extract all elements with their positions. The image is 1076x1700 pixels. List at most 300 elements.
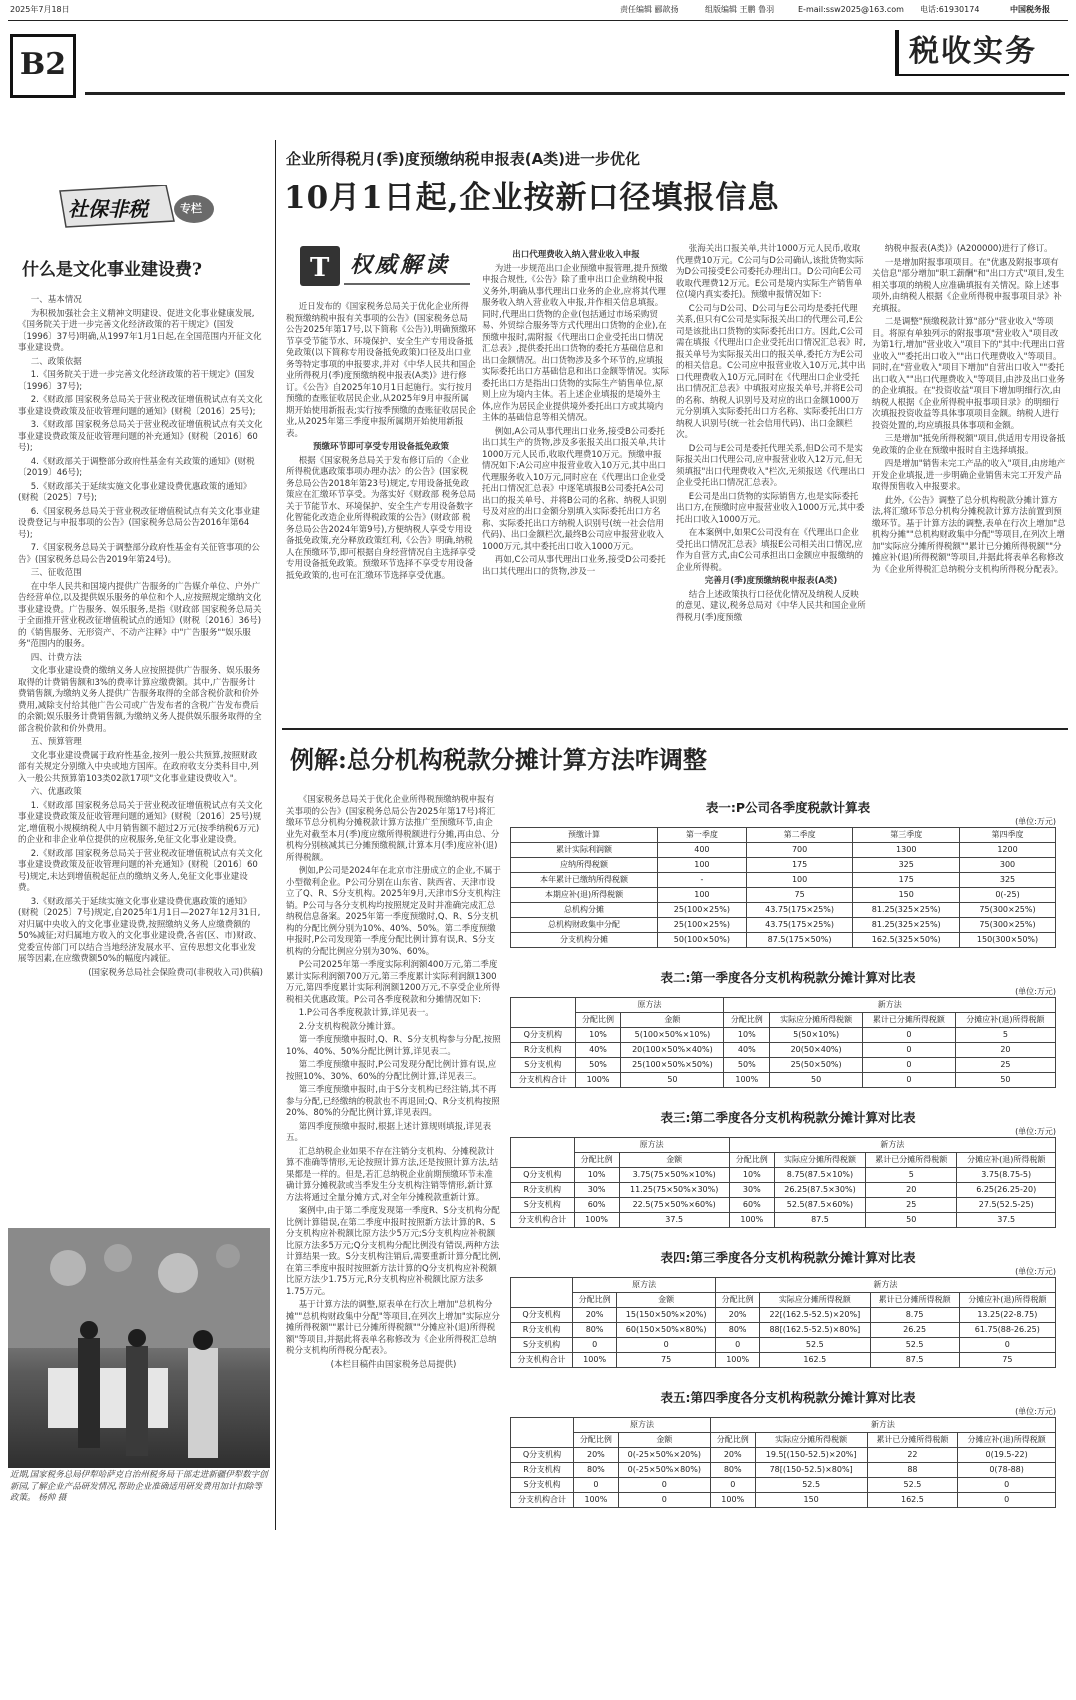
table-cell: 5 [955,1028,1055,1043]
column-paragraph: 3.《财政部 国家税务总局关于营业税改征增值税试点有关文化事业建设费政策及征收管理问题的补充通知》(财税〔2016〕60号); [18,420,263,453]
table-cell: 162.5(325×50%) [853,933,960,948]
newspaper-name: 中国税务报 [1010,5,1050,14]
table-cell: 78[(150-52.5)×80%] [755,1463,867,1478]
table-cell: 75 [617,1353,716,1368]
table-cell: 30% [729,1183,774,1198]
table-cell: 0(-25×50%×80%) [618,1463,710,1478]
table-header-cell: 分摊应补(退)所得税额 [957,1153,1056,1168]
table-cell: 75 [746,888,853,903]
table-header-cell: 金额 [619,1153,729,1168]
table-cell: Q分支机构 [511,1448,574,1463]
table-cell: 1300 [853,843,960,858]
table-cell: 0 [863,1028,956,1043]
table-4-unit: (单位:万元) [1015,1267,1056,1276]
column-badge [56,185,216,229]
table-row [511,1073,1056,1088]
table-cell: 20(100×50%×40%) [621,1043,724,1058]
table-header-row [511,1138,1056,1153]
table-header-cell: 原方法 [573,1278,716,1293]
table-2-block [510,970,1066,1088]
table-2 [510,997,1056,1088]
table-header-cell: 分配比例 [729,1153,774,1168]
column-paragraph: 7.《国家税务总局关于调整部分政府性基金有关征管事项的公告》(国家税务总局公告2019年第24号)。 [18,543,260,565]
table-row [511,1198,1056,1213]
table-cell: 80% [716,1323,760,1338]
table-cell: 325 [960,873,1056,888]
table-row [511,1028,1056,1043]
table-row [511,873,1056,888]
section-divider [282,728,1068,730]
example-paragraph: 案例中,由于第二季度发现第一季度R、S分支机构分配比例计算错误,在第二季度申报时按照新方法计算的R、S分支机构应补税额比原方法少5万元;S分支机构应补税额比原方法多5万元;Q分支机构分配比例没有错误,两种方法计算结果一致。S分支机构注销后,需要重新计算分配比例,在第三季度申报时按照新方法计算的Q分支机构应补税额比原方法少1.75万元,R分支机构应补税额比原方法多1.75万元。 [286,1206,501,1297]
table-cell: 52.5 [755,1478,867,1493]
table-cell: 100 [658,888,747,903]
table-5-unit: (单位:万元) [1015,1407,1056,1416]
table-5 [510,1417,1056,1508]
table-cell: 3.75(8.75-5) [957,1168,1056,1183]
table-cell: 50 [866,1213,957,1228]
table-2-unit: (单位:万元) [1015,987,1056,996]
table-header-cell: 分配比例 [575,1013,621,1028]
table-4-title: 表四:第三季度各分支机构税款分摊计算对比表 [660,1250,916,1265]
table-row [511,1183,1056,1198]
table-cell: 累计实际利润额 [511,843,658,858]
table-cell: 11.25(75×50%×30%) [619,1183,729,1198]
table-header-row [511,1418,1056,1433]
table-cell: 325 [853,858,960,873]
table-cell: 总机构分摊 [511,903,658,918]
table-header-cell: 原方法 [574,1418,711,1433]
header-rule [85,92,1065,95]
table-cell: 50 [621,1073,724,1088]
column-paragraph: 一、基本情况 [30,295,82,305]
table-header-cell: 分配比例 [574,1153,619,1168]
table-cell: 10% [729,1168,774,1183]
table-2-title: 表二:第一季度各分支机构税款分摊计算对比表 [660,970,916,985]
table-cell: 100% [716,1353,760,1368]
example-paragraph: 第一季度预缴申报时,Q、R、S分支机构参与分配,按照10%、40%、50%分配比例计算,详见表二。 [286,1035,501,1057]
lead-paragraph: 再如,C公司从事代理出口业务,接受D公司委托出口其代理出口的货物,涉及一 [482,555,666,577]
table-cell: 应纳所得税额 [511,858,658,873]
table-header-cell: 分摊应补(退)所得税额 [955,1013,1055,1028]
table-cell: 25(50×50%) [770,1058,863,1073]
table-cell: 88[(162.5-52.5)×80%] [760,1323,870,1338]
table-cell: S分支机构 [511,1478,574,1493]
table-cell: 87.5 [870,1353,959,1368]
table-header-cell: 金额 [618,1433,710,1448]
table-header-row [511,1293,1056,1308]
table-cell: R分支机构 [511,1183,575,1198]
table-cell: 0(78-88) [958,1463,1056,1478]
table-header-cell: 分配比例 [574,1433,619,1448]
article-kicker: 企业所得税月(季)度预缴纳税申报表(A类)进一步优化 [286,150,641,168]
table-cell: 100 [746,873,853,888]
table-cell: 0 [618,1493,710,1508]
example-headline: 例解:总分机构税款分摊计算方法咋调整 [290,745,707,774]
table-cell: 50(100×50%) [658,933,747,948]
lead-paragraph: 张海关出口报关单,共计1000万元人民币,收取代理费10万元。C公司与D公司确认,该批货物实际为D公司接受E公司委托办理出口。D公司向E公司收取代理费12万元。E公司是境内实际生产销售单位(境内真实委托)。预缴申报情况如下: [676,244,864,300]
table-cell: Q分支机构 [511,1308,573,1323]
column-paragraph: 为积极加强社会主义精神文明建设、促进文化事业健康发展,《国务院关于进一步完善文化经济政策的若干规定》(国发〔1996〕37号)明确,从1997年1月1日起,在全国范围内开征文化事业建设费。 [18,308,262,353]
news-photo [8,1228,270,1468]
table-header-cell: 第四季度 [960,828,1056,843]
example-body [286,795,501,1373]
table-header-cell [511,1418,574,1448]
table-cell: 分支机构合计 [511,1493,574,1508]
table-cell: 0 [863,1073,956,1088]
example-paragraph: 《国家税务总局关于优化企业所得税预缴纳税申报有关事项的公告》(国家税务总局公告2025年第17号)将汇缴环节总分机构分摊税款计算方法推广至预缴环节,由企业先对截至本月(季)度应缴所得税额进行分摊,再由总、分机构分别核减其已分摊预缴税额,计算本月(季)度应补(退)所得税额。 [286,795,500,863]
table-row [511,1338,1056,1353]
lead-paragraph: 结合上述政策执行口径优化情况及纳税人反映的意见、建议,税务总局对《中华人民共和国企业所得税月(季)度预缴 [676,589,866,623]
table-cell: 13.25(22-8.75) [959,1308,1055,1323]
table-cell: 分支机构分摊 [511,933,658,948]
table-cell: 22 [867,1448,958,1463]
table-cell: 6.25(26.25-20) [957,1183,1056,1198]
column-paragraph: 1.《财政部 国家税务总局关于营业税改征增值税试点有关文化事业建设费政策及征收管理问题的通知》(财税〔2016〕25号)规定,增值税小规模纳税人中月销售额不超过2万元(按季纳税6万元)的企业和非企业单位提供的应税服务,免征文化事业建设费。 [18,800,263,845]
table-cell: 27.5(52.5-25) [957,1198,1056,1213]
table-header-cell [511,998,576,1028]
table-cell: 20(50×40%) [770,1043,863,1058]
table-cell: 300 [960,858,1056,873]
table-row [511,843,1056,858]
lead-col-2 [482,250,670,580]
table-row [511,888,1056,903]
lead-paragraph: 在本案例中,如果C公司没有在《代理出口企业受托出口情况汇总表》填报E公司相关出口情况,应作为自营方式,由C公司承担出口金额应申报缴纳的企业所得税。 [676,528,864,573]
column-paragraph: 文化事业建设费属于政府性基金,按列一般公共预算,按照财政部有关规定分别缴入中央或地方国库。在政府收支分类科目中,列入一般公共预算第103类02款17项"文化事业建设费收入"。 [18,750,259,784]
table-cell: 0 [958,1478,1056,1493]
example-credit: (本栏目稿件由国家税务总局提供) [330,1359,457,1370]
table-5-block [510,1390,1066,1508]
table-cell: 8.75(87.5×10%) [774,1168,865,1183]
table-cell: 本年累计已缴纳所得税额 [511,873,658,888]
column-paragraph: 文化事业建设费的缴纳义务人应按照提供广告服务、娱乐服务取得的计费销售额和3%的费率计算应缴费额。其中,广告服务计费销售额,为缴纳义务人提供广告服务取得的全部含税价款和价外费用,减除支付给其他广告公司或广告发布者的含税广告发布费后的余额;娱乐服务计费销售额,为缴纳义务人提供娱乐服务取得的全部含税价款和价外费用。 [18,666,262,734]
table-header-cell: 分配比例 [716,1293,760,1308]
table-cell: 0 [863,1058,956,1073]
column-paragraph: 三、征收范围 [30,568,82,578]
lead-subhead: 完善月(季)度预缴纳税申报表(A类) [704,576,838,586]
table-cell: 80% [574,1463,619,1478]
contact-email: E-mail:ssw2025@163.com [798,5,904,14]
table-row [511,1448,1056,1463]
example-paragraph: 2.分支机构税款分摊计算。 [298,1021,401,1032]
table-cell: 25(100×50%×50%) [621,1058,724,1073]
lead-paragraph: 根据《国家税务总局关于发布修订后的〈企业所得税优惠政策事项办理办法〉的公告》(国家税务总局公告2018年第23号)规定,专用设备抵免政策应在汇缴环节享受。为落实好《财政部 税务总局关于节能节水、环境保护、安全生产专用设备数字化智能化改造企业所得税政策的公告》(财政部 税务总局公告2024年第9号),方便纳税人享受专用设备抵免政策,充分释放政策红利,《公告》明确,纳税人在预缴环节,即可根据自身经营情况自主选择享受专用设备抵免政策。预缴环节选择不享受专用设备抵免政策的,也可在汇缴环节选择享受优惠。 [286,455,476,581]
table-cell: 25 [955,1058,1055,1073]
table-header-cell: 分摊应补(退)所得税额 [958,1433,1056,1448]
table-cell: 0 [959,1338,1055,1353]
table-cell: 0(19.5-22) [958,1448,1056,1463]
lead-paragraph: 为进一步规范出口企业预缴申报管理,提升预缴申报合规性,《公告》除了重申出口企业纳税申报义务外,明确从事代理出口业务的企业,应将其代理服务收入纳入营业收入申报,并作相关信息填报。同时,代理出口货物的企业(包括通过市场采购贸易、外贸综合服务等方式代理出口货物的企业),在预缴申报时,需附报《代理出口企业受托出口情况汇总表》,提供委托出口货物的委托方基础信息和出口金额情况。出口货物涉及多个环节的,应填报实际委托出口方基础信息和出口金额等情况。实际委托出口方是指出口货物的实际生产销售单位,原则上应为境内主体。若上述企业填报的是境外主体,应作为居民企业提供境外委托出口方或其境内主体的基础信息等相关情况。 [482,263,670,423]
table-cell: 50 [770,1073,863,1088]
table-row [511,933,1056,948]
table-cell: 10% [724,1028,770,1043]
column-paragraph: 3.《财政部关于延续实施文化事业建设费优惠政策的通知》(财税〔2025〕7号)规定,自2025年1月1日—2027年12月31日,对归属中央收入的文化事业建设费,按照缴纳义务人应缴费额的50%减征;对归属地方收入的文化事业建设费,各省(区、市)财政、党委宣传部门可以结合当地经济发展水平、宣传思想文化事业发展等因素,在应缴费额50%的幅度内减征。 [18,896,262,964]
table-cell: 20 [866,1183,957,1198]
table-cell: 50% [724,1058,770,1073]
table-cell: 81.25(325×25%) [853,903,960,918]
table-cell: 700 [746,843,853,858]
table-cell: Q分支机构 [511,1028,576,1043]
table-cell: 26.25 [870,1323,959,1338]
table-header-cell: 新方法 [724,998,1056,1013]
table-header-cell: 累计已分摊所得税额 [866,1153,957,1168]
table-cell: 87.5 [774,1213,865,1228]
table-5-title: 表五:第四季度各分支机构税款分摊计算对比表 [660,1390,916,1405]
column-paragraph: 二、政策依据 [30,356,82,367]
lead-col-3 [676,244,866,626]
example-paragraph: 例如,P公司是2024年在北京市注册成立的企业,不属于小型微利企业。P公司分别在山东省、陕西省、天津市设立了Q、R、S分支机构。2025年9月,天津市S分支机构注销。P公司与各分支机构均按照规定及时并准确完成汇总纳税信息备案。2025年第一季度预缴时,Q、R、S分支机构的分配比例分别为10%、40%、50%。第二季度预缴申报时,P公司发现第一季度分配比例计算有误,R、S分支机构的分配比例应分别为30%、60%。 [286,866,501,957]
table-cell: - [658,873,747,888]
lead-paragraph: 例如,A公司从事代理出口业务,接受B公司委托出口其生产的货物,涉及多张报关出口报关单,共计1000万元人民币,收取代理费10万元。预缴申报情况如下:A公司应申报营业收入10万元,其中出口代理服务收入10万元,同时应在《代理出口企业受托出口情况汇总表》中逐笔填报B公司委托A公司出口的报关单号、并将B公司的名称、纳税人识别号及对应的出口金额分别填入实际委托出口方名称、实际委托出口方纳税人识别号(统一社会信用代码)、出口金额栏次,最终B公司应申报营业收入1000万元,其中委托出口收入1000万元。 [482,426,667,552]
table-cell: 100% [710,1493,755,1508]
table-cell: 22.5(75×50%×60%) [619,1198,729,1213]
table-header-cell: 实际应分摊所得税额 [774,1153,865,1168]
table-header-cell: 第三季度 [853,828,960,843]
column-paragraph: 六、优惠政策 [30,787,82,797]
left-column-divider [275,140,276,1530]
table-cell: S分支机构 [511,1198,575,1213]
table-cell: 80% [710,1463,755,1478]
column-paragraph: 1.《国务院关于进一步完善文化经济政策的若干规定》(国发〔1996〕37号); [18,370,255,392]
table-cell: 分支机构合计 [511,1213,575,1228]
table-cell: 175 [853,873,960,888]
table-cell: 100% [724,1073,770,1088]
lead-paragraph: 近日发布的《国家税务总局关于优化企业所得税预缴纳税申报有关事项的公告》(国家税务总局公告2025年第17号,以下简称《公告》),明确预缴环节享受节能节水、环境保护、安全生产专用设备抵免政策(以下简称专用设备抵免政策)口径及出口业务等特定事项的申报要求,并对《中华人民共和国企业所得税月(季)度预缴纳税申报表(A类)》进行修订。《公告》自2025年10月1日起施行。实行按月预缴的查账征收居民企业,从2025年9月申报所属期开始使用新报表;实行按季预缴的查账征收居民企业,从2025年第三季度申报所属期开始使用新报表。 [286,302,476,439]
column-paragraph: 四、计费方法 [30,652,82,663]
table-cell: 19.5[(150-52.5)×20%] [755,1448,867,1463]
contact-phone: 电话:61930174 [920,5,980,14]
example-paragraph: 第四季度预缴申报时,根据上述计算规则填报,详见表五。 [286,1121,492,1143]
table-cell: 0 [863,1043,956,1058]
table-cell: R分支机构 [511,1323,573,1338]
svg-text:T: T [310,253,330,283]
table-header-cell [511,1138,575,1168]
table-cell: 0(-25) [960,888,1056,903]
table-cell: 75(300×25%) [960,918,1056,933]
table-row [511,903,1056,918]
table-header-cell: 金额 [617,1293,716,1308]
lead-col-1 [286,302,476,584]
example-paragraph: 1.P公司各季度税款计算,详见表一。 [298,1008,434,1018]
table-cell: 100% [574,1493,619,1508]
table-header-cell: 分配比例 [724,1013,770,1028]
column-title: 什么是文化事业建设费? [22,260,202,280]
table-cell: 20% [716,1308,760,1323]
table-cell: 20% [573,1308,617,1323]
table-row [511,858,1056,873]
page-number: B2 [19,47,67,82]
lead-col-4 [872,244,1066,578]
column-paragraph: 5.《财政部关于延续实施文化事业建设费优惠政策的通知》(财税〔2025〕7号); [18,481,252,503]
table-cell: 175 [746,858,853,873]
table-cell: 0 [617,1338,716,1353]
table-cell: S分支机构 [511,1338,573,1353]
lead-subhead: 出口代理费收入纳入营业收入申报 [512,250,640,260]
table-header-row [511,828,1056,843]
table-3 [510,1137,1056,1228]
column-credit: (国家税务总局社会保险费司(非税收入司)供稿) [88,967,263,978]
table-header-cell: 分配比例 [573,1293,617,1308]
table-cell: 0 [716,1338,760,1353]
table-cell: 81.25(325×25%) [853,918,960,933]
table-row [511,1323,1056,1338]
page-number-box [10,34,76,98]
table-cell: 100% [575,1073,621,1088]
table-row [511,1478,1056,1493]
table-cell: 100% [729,1213,774,1228]
table-cell: 100 [658,858,747,873]
table-header-cell: 累计已分摊所得税额 [867,1433,958,1448]
table-4 [510,1277,1056,1368]
table-cell: R分支机构 [511,1043,576,1058]
lead-paragraph: 三是增加"抵免所得税额"项目,供适用专用设备抵免政策的企业在预缴申报时自主选择填报。 [872,434,1066,456]
table-cell: 162.5 [867,1493,958,1508]
table-cell: 0 [574,1478,619,1493]
table-cell: 25(100×25%) [658,903,747,918]
table-cell: 20 [955,1043,1055,1058]
table-row [511,1058,1056,1073]
table-cell: 150 [755,1493,867,1508]
table-cell: 分支机构合计 [511,1353,573,1368]
table-header-cell: 新方法 [716,1278,1056,1293]
analysis-badge [300,240,475,290]
table-row [511,1043,1056,1058]
example-paragraph: 第三季度预缴申报时,由于S分支机构已经注销,其不再参与分配,已经缴纳的税款也不再退回;Q、R分支机构按照20%、80%的分配比例计算,详见表四。 [286,1085,500,1118]
table-header-cell: 分配比例 [710,1433,755,1448]
table-cell: 75(300×25%) [960,903,1056,918]
table-cell: 5 [866,1168,957,1183]
table-cell: 20% [710,1448,755,1463]
lead-paragraph: 二是调整"预缴税款计算"部分"营业收入"等项目。将原有单独列示的附报事项"营业收入"项目改为第1行,增加"营业收入"项目下的"其中:代理出口营业收入""委托出口收入""出口代理费收入"等项目。同时,在"营业收入"项目下增加"自营出口收入""委托出口收入""出口代理费收入"等项目,由涉及出口业务的企业填报。在"投资收益"项目下增加明细行次,由纳税人根据《企业所得税申报事项目录》的明细行次填报投资收益等具体事项项目金额。纳税人进行投资处置的,均应填报具体事项和金额。 [872,317,1065,431]
column-paragraph: 4.《财政部关于调整部分政府性基金有关政策的通知》(财税〔2019〕46号); [18,456,255,478]
table-cell: 10% [574,1168,619,1183]
table-cell: R分支机构 [511,1463,574,1478]
table-cell: 400 [658,843,747,858]
table-row [511,1213,1056,1228]
table-cell: 10% [575,1028,621,1043]
table-cell: 分支机构合计 [511,1073,576,1088]
table-cell: 0 [958,1493,1056,1508]
table-cell: 22[(162.5-52.5)×20%] [760,1308,870,1323]
table-3-unit: (单位:万元) [1015,1127,1056,1136]
lead-subhead: 预缴环节即可享受专用设备抵免政策 [312,442,449,452]
table-row [511,918,1056,933]
lead-paragraph: E公司是出口货物的实际销售方,也是实际委托出口方,在预缴时应申报营业收入1000万元,其中委托出口收入1000万元。 [676,491,865,525]
table-cell: 50 [955,1073,1055,1088]
example-paragraph: 汇总纳税企业如果不存在注销分支机构、分摊税款计算不准确等情形,无论按照计算方法,还是按照计算方法,结果都是一样的。但是,若汇总纳税企业前期预缴环节未准确计算分摊税款或当季发生分支机构注销等情形,新计算方法将通过全量分摊方式,对全年分摊税款重新计算。 [286,1146,499,1203]
editor-credit: 责任编辑 郦歆扬 [620,5,679,14]
table-header-cell: 实际应分摊所得税额 [770,1013,863,1028]
table-cell: 0 [618,1478,710,1493]
table-cell: 0(-25×50%×20%) [618,1448,710,1463]
table-header-cell: 累计已分摊所得税额 [870,1293,959,1308]
table-cell: 100% [573,1353,617,1368]
table-1-unit: (单位:万元) [1015,817,1056,826]
table-cell: 52.5 [870,1338,959,1353]
table-cell: 61.75(88-26.25) [959,1323,1055,1338]
table-header-cell: 新方法 [729,1138,1055,1153]
table-cell: 3.75(75×50%×10%) [619,1168,729,1183]
table-header-cell: 实际应分摊所得税额 [760,1293,870,1308]
table-cell: 80% [573,1323,617,1338]
table-header-cell: 新方法 [710,1418,1055,1433]
table-1-block [510,800,1066,948]
table-row [511,1463,1056,1478]
table-cell: 1200 [960,843,1056,858]
lead-paragraph: 四是增加"销售未完工产品的收入"项目,由房地产开发企业填报,进一步明确企业销售未完工开发产品取得预售收入申报要求。 [872,459,1066,492]
table-header-cell [511,1278,573,1308]
table-cell: 8.75 [870,1308,959,1323]
table-cell: 30% [574,1183,619,1198]
table-1-title: 表一:P公司各季度税款计算表 [705,800,871,815]
table-cell: 本期应补(退)所得税额 [511,888,658,903]
column-badge-label: 社保非税 [68,197,148,221]
table-cell: 150 [853,888,960,903]
column-paragraph: 在中华人民共和国境内提供广告服务的广告媒介单位、户外广告经营单位,以及提供娱乐服务的单位和个人,应按照规定缴纳文化事业建设费。广告服务、娱乐服务,是指《财政部 国家税务总局关于全面推开营业税改征增值税试点的通知》(财税〔2016〕36号)的《销售服务、无形资产、不动产注释》中"广告服务""娱乐服务"范围内的服务。 [18,581,262,649]
table-cell: 150(300×50%) [960,933,1056,948]
table-cell: 43.75(175×25%) [746,903,853,918]
column-paragraph: 2.《财政部 国家税务总局关于营业税改征增值税试点有关文化事业建设费政策及征收管理问题的通知》(财税〔2016〕25号); [18,395,263,417]
table-cell: S分支机构 [511,1058,576,1073]
table-cell: 40% [724,1043,770,1058]
table-cell: 37.5 [619,1213,729,1228]
table-row [511,1353,1056,1368]
table-header-cell: 金额 [621,1013,724,1028]
table-cell: 100% [574,1213,619,1228]
table-cell: 15(150×50%×20%) [617,1308,716,1323]
table-row [511,1168,1056,1183]
table-cell: 总机构财政集中分配 [511,918,658,933]
table-header-cell: 第二季度 [746,828,853,843]
table-cell: 52.5 [760,1338,870,1353]
column-paragraph: 五、预算管理 [30,737,82,747]
table-cell: 43.75(175×25%) [746,918,853,933]
table-header-cell: 分摊应补(退)所得税额 [959,1293,1055,1308]
layout-editor-credit: 组版编辑 王鹏 鲁羽 [705,5,775,14]
table-cell: 25 [866,1198,957,1213]
section-title: 税收实务 [909,34,1037,69]
table-cell: 25(100×25%) [658,918,747,933]
lead-paragraph: 此外,《公告》调整了总分机构税款分摊计算方法,将汇缴环节总分机构分摊税款计算方法前置到预缴环节。基于计算方法的调整,表单在行次上增加"总机构分摊""总机构财政集中分配"等项目,在列次上增加"实际应分摊所得税额""累计已分摊所得税额""分摊应补(退)所得税额"等项目,并据此将表单名称修改为《企业所得税汇总纳税分支机构所得税分配表》。 [872,495,1066,575]
table-header-cell: 预缴计算 [511,828,658,843]
article-headline: 10月1日起,企业按新口径填报信息 [284,180,780,216]
table-cell: 0 [710,1478,755,1493]
table-4-block [510,1250,1066,1368]
table-3-title: 表三:第二季度各分支机构税款分摊计算对比表 [660,1110,916,1125]
table-cell: 88 [867,1463,958,1478]
table-cell: 60% [574,1198,619,1213]
table-cell: 5(50×10%) [770,1028,863,1043]
table-1 [510,827,1056,948]
table-cell: 87.5(175×50%) [746,933,853,948]
example-paragraph: 基于计算方法的调整,原表单在行次上增加"总机构分摊""总机构财政集中分配"等项目,在列次上增加"实际应分摊所得税额""累计已分摊所得税额""分摊应补(退)所得税额"等项目,并据此将表单名称修改为《企业所得税汇总纳税分支机构所得税分配表》。 [286,1300,500,1356]
section-header [895,30,1069,76]
table-row [511,1493,1056,1508]
lead-paragraph: D公司与E公司是委托代理关系,但D公司不是实际报关出口代理公司,应申报营业收入12万元,但无须填报"出口代理费收入"栏次,无须报送《代理出口企业受托出口情况汇总表》。 [676,443,866,488]
table-row [511,1308,1056,1323]
table-cell: 40% [575,1043,621,1058]
table-header-cell: 原方法 [574,1138,729,1153]
table-header-cell: 第一季度 [658,828,747,843]
lead-paragraph: 纳税申报表(A类)》(A200000)进行了修订。 [884,244,1053,254]
photo-credit: 杨帅 摄 [38,1493,67,1503]
column-body [18,295,263,981]
table-cell: 26.25(87.5×30%) [774,1183,865,1198]
column-paragraph: 6.《国家税务总局关于营业税改征增值税试点有关文化事业建设费登记与申报事项的公告》(国家税务总局公告2016年第64号); [18,506,260,540]
column-paragraph: 2.《财政部 国家税务总局关于营业税改征增值税试点有关文化事业建设费政策及征收管理问题的补充通知》(财税〔2016〕60号)规定,未达到增值税起征点的缴纳义务人,免征文化事业建设费。 [18,848,263,893]
photo-caption-text: 近期,国家税务总局伊犁哈萨克自治州税务局干部走进新疆伊犁数字创新园,了解企业产品研发情况,帮助企业准确适用研发费用加计扣除等政策。 [10,1470,268,1503]
table-header-cell: 实际应分摊所得税额 [755,1433,867,1448]
issue-date: 2025年7月18日 [10,5,70,14]
